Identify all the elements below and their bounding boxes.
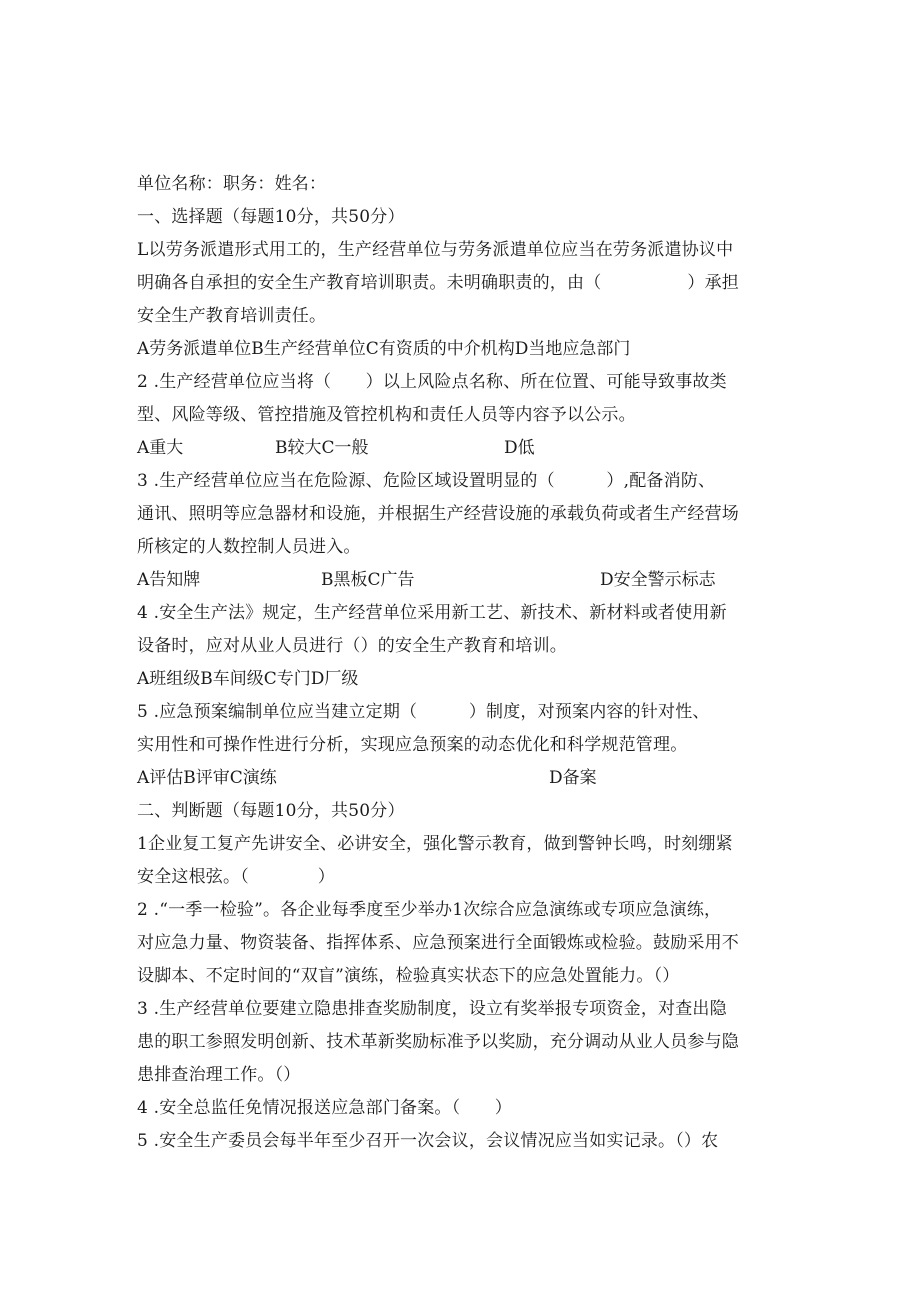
question-text-line: 设脚本、不定时间的“双盲”演练，检验真实状态下的应急处置能力。（） xyxy=(137,966,680,986)
question-text-line: L以劳务派遣形式用工的，生产经营单位与劳务派遣单位应当在劳务派遣协议中 xyxy=(137,240,734,260)
question-1-1 xyxy=(137,234,787,366)
question-text-line: 所核定的人数控制人员进入。 xyxy=(137,537,361,557)
option-text: A劳务派遣单位B生产经营单位C有资质的中介机构D当地应急部门 xyxy=(137,339,631,359)
option-text: A评估B评审C演练 xyxy=(137,768,277,788)
question-text-line: 患排查治理工作。（） xyxy=(137,1065,301,1085)
option-text: D低 xyxy=(504,438,535,458)
question-options xyxy=(137,333,787,366)
question-text-line: 3 .生产经营单位应当在危险源、危险区域设置明显的（ ）,配备消防、 xyxy=(137,471,716,491)
question-text-line: 3 .生产经营单位要建立隐患排查奖励制度，设立有奖举报专项资金，对查出隐 xyxy=(137,999,727,1019)
question-text-line: 安全生产教育培训责任。 xyxy=(137,306,327,326)
question-text-line: 型、风险等级、管控措施及管控机构和责任人员等内容予以公示。 xyxy=(137,405,636,425)
header-fields: 单位名称：职务：姓名： xyxy=(137,174,327,194)
question-text-line: 1企业复工复产先讲安全、必讲安全，强化警示教育，做到警钟长鸣，时刻绷紧 xyxy=(137,834,733,854)
question-options xyxy=(137,663,787,696)
option-text: A重大 xyxy=(137,438,184,458)
question-text-line: 实用性和可操作性进行分析，实现应急预案的动态优化和科学规范管理。 xyxy=(137,735,688,755)
option-text: A班组级B车间级C专门D厂级 xyxy=(137,669,359,689)
question-text-line: 5 .应急预案编制单位应当建立定期（ ）制度，对预案内容的针对性、 xyxy=(137,702,710,722)
question-2-3 xyxy=(137,993,787,1092)
question-2-2 xyxy=(137,894,787,993)
section1-title: 一、选择题（每题10分，共50分） xyxy=(137,207,405,227)
question-2-4 xyxy=(137,1092,787,1125)
question-options xyxy=(137,564,787,597)
question-options xyxy=(137,762,787,795)
question-1-4 xyxy=(137,597,787,696)
question-text-line: 患的职工参照发明创新、技术革新奖励标准予以奖励，充分调动从业人员参与隐 xyxy=(137,1032,739,1052)
question-2-5 xyxy=(137,1125,787,1158)
question-1-3 xyxy=(137,465,787,597)
question-text-line: 2 .生产经营单位应当将（ ）以上风险点名称、所在位置、可能导致事故类 xyxy=(137,372,727,392)
option-text: A告知牌 xyxy=(137,570,201,590)
question-text-line: 4 .安全生产法》规定，生产经营单位采用新工艺、新技术、新材料或者使用新 xyxy=(137,603,727,623)
option-text: B较大C一般 xyxy=(275,438,369,458)
option-text: D备案 xyxy=(549,768,597,788)
question-text-line: 2 .“一季一检验”。各企业每季度至少举办1次综合应急演练或专项应急演练， xyxy=(137,900,722,920)
question-text-line: 对应急力量、物资装备、指挥体系、应急预案进行全面锻炼或检验。鼓励采用不 xyxy=(137,933,739,953)
document-body xyxy=(137,168,787,1158)
question-text-line: 4 .安全总监任免情况报送应急部门备案。（ ） xyxy=(137,1098,512,1118)
option-text: D安全警示标志 xyxy=(600,570,716,590)
question-options xyxy=(137,432,787,465)
option-text: B黑板C广告 xyxy=(321,570,415,590)
question-text-line: 明确各自承担的安全生产教育培训职责。未明确职责的，由（ ）承担 xyxy=(137,273,739,293)
question-text-line: 安全这根弦。（ ） xyxy=(137,867,335,887)
question-text-line: 5 .安全生产委员会每半年至少召开一次会议，会议情况应当如实记录。（）农 xyxy=(137,1131,719,1151)
question-1-2 xyxy=(137,366,787,465)
question-1-5 xyxy=(137,696,787,795)
question-2-1 xyxy=(137,828,787,894)
section2-title: 二、判断题（每题10分，共50分） xyxy=(137,801,405,821)
question-text-line: 通讯、照明等应急器材和设施，并根据生产经营设施的承载负荷或者生产经营场 xyxy=(137,504,739,524)
question-text-line: 设备时，应对从业人员进行（）的安全生产教育和培训。 xyxy=(137,636,567,656)
